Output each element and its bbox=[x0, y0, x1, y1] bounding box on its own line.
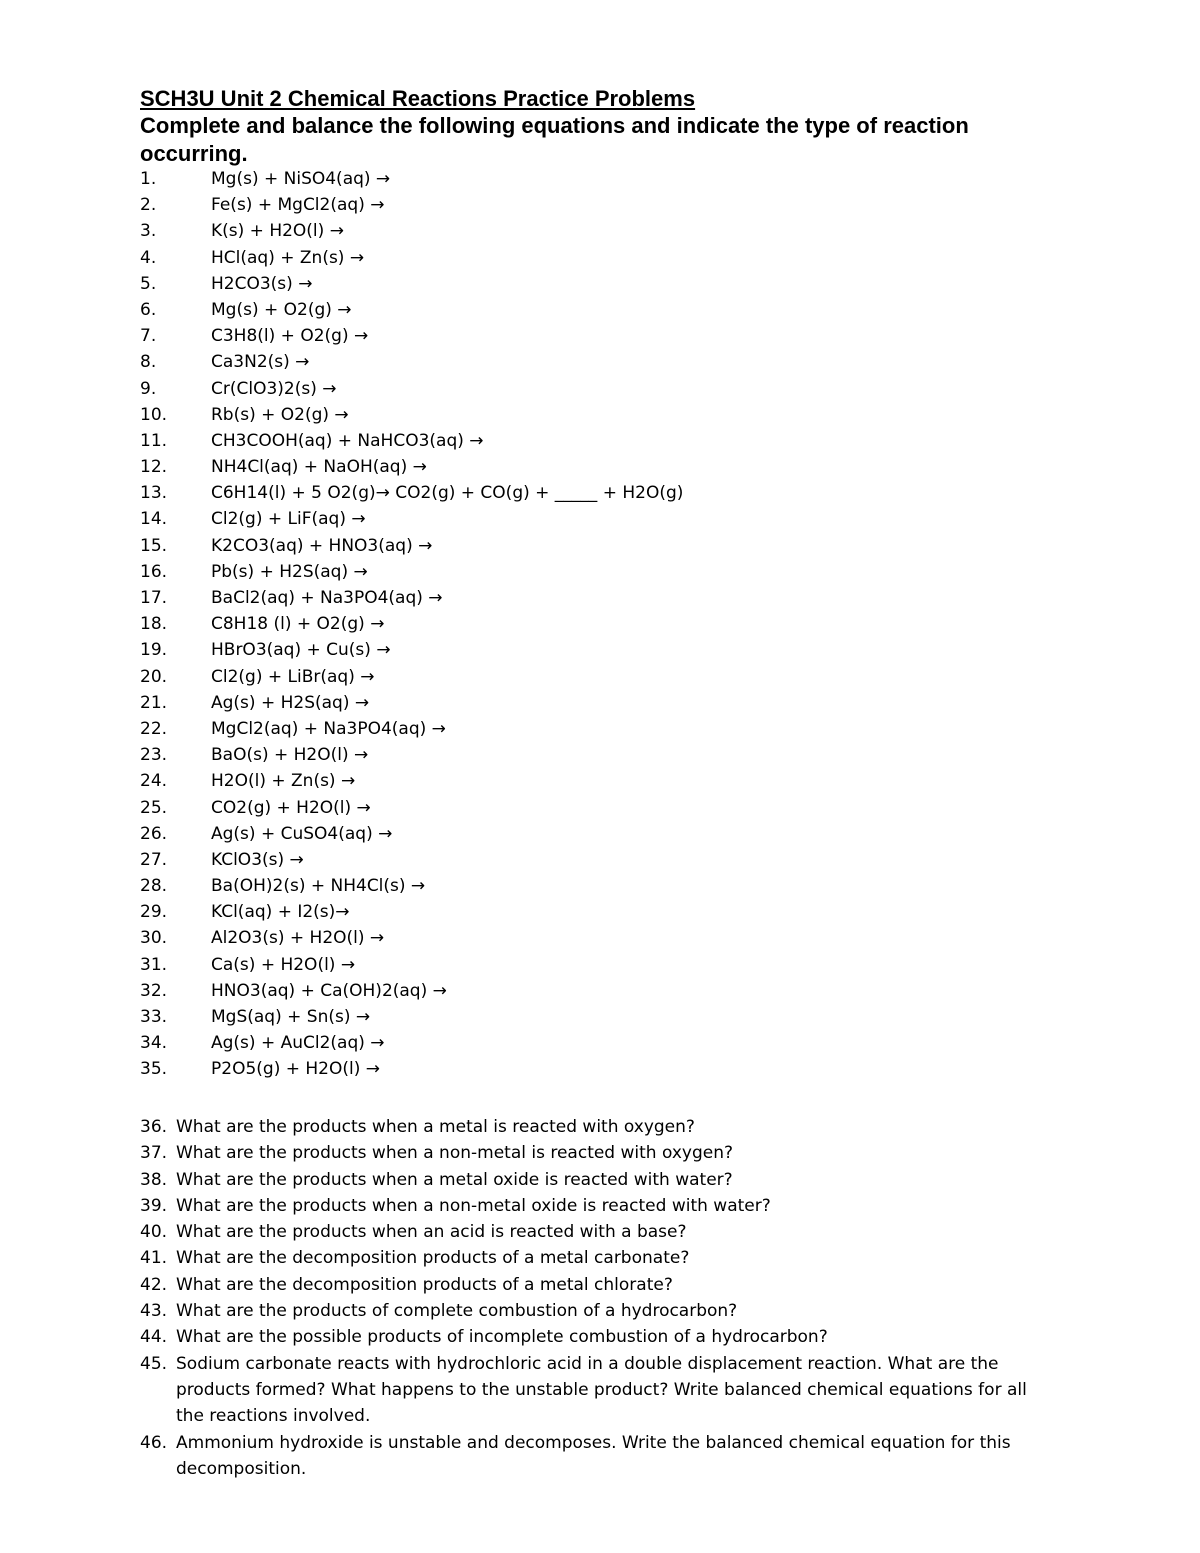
equation-text: Ag(s) + CuSO4(aq) → bbox=[211, 823, 393, 844]
equation-number: 8. bbox=[140, 352, 157, 373]
question-text: What are the products when a metal oxide is reacted with water? bbox=[176, 1169, 733, 1190]
equation-number: 6. bbox=[140, 299, 157, 320]
equation-text: H2O(l) + Zn(s) → bbox=[211, 771, 356, 792]
equation-number: 27. bbox=[140, 849, 168, 870]
equation-text: BaO(s) + H2O(l) → bbox=[211, 745, 369, 766]
equation-number: 24. bbox=[140, 771, 168, 792]
equation-text: K2CO3(aq) + HNO3(aq) → bbox=[211, 535, 433, 556]
equation-text: NH4Cl(aq) + NaOH(aq) → bbox=[211, 457, 427, 478]
question-number: 38. bbox=[140, 1169, 168, 1190]
equation-number: 33. bbox=[140, 1007, 168, 1027]
equation-item bbox=[140, 611, 1100, 637]
equation-item bbox=[140, 166, 1100, 192]
question-item bbox=[140, 1272, 1060, 1298]
question-list bbox=[140, 1114, 1060, 1482]
equation-text: BaCl2(aq) + Na3PO4(aq) → bbox=[211, 588, 443, 608]
equation-text: KCl(aq) + I2(s)→ bbox=[211, 902, 350, 923]
equation-text: Ca3N2(s) → bbox=[211, 352, 310, 373]
equation-item bbox=[140, 454, 1100, 480]
question-text: What are the products when a non-metal oxide is reacted with water? bbox=[176, 1195, 771, 1216]
equation-item bbox=[140, 637, 1100, 663]
equation-number: 11. bbox=[140, 430, 168, 451]
equation-item bbox=[140, 690, 1100, 716]
page-title: SCH3U Unit 2 Chemical Reactions Practice Problems bbox=[140, 86, 696, 111]
equation-item bbox=[140, 978, 1100, 1004]
equation-number: 30. bbox=[140, 928, 168, 949]
equation-text: Pb(s) + H2S(aq) → bbox=[211, 561, 368, 582]
equation-number: 13. bbox=[140, 483, 168, 504]
equation-text: Al2O3(s) + H2O(l) → bbox=[211, 928, 385, 949]
equation-item bbox=[140, 323, 1100, 349]
question-number: 39. bbox=[140, 1195, 168, 1216]
equation-item bbox=[140, 821, 1100, 847]
equation-text: Ag(s) + H2S(aq) → bbox=[211, 692, 370, 713]
equation-item bbox=[140, 349, 1100, 375]
equation-number: 4. bbox=[140, 247, 157, 268]
equation-number: 12. bbox=[140, 457, 168, 478]
equation-text: Ba(OH)2(s) + NH4Cl(s) → bbox=[211, 876, 426, 897]
equation-number: 3. bbox=[140, 221, 157, 242]
equation-number: 20. bbox=[140, 666, 168, 687]
equation-item bbox=[140, 768, 1100, 794]
equation-item bbox=[140, 245, 1100, 271]
question-text: What are the decomposition products of a metal carbonate? bbox=[176, 1248, 690, 1269]
equation-text: C6H14(l) + 5 O2(g)→ CO2(g) + CO(g) + _____ + H2O(g) bbox=[211, 483, 684, 504]
equation-number: 34. bbox=[140, 1033, 168, 1054]
question-number: 42. bbox=[140, 1274, 168, 1295]
equation-item bbox=[140, 506, 1100, 532]
question-number: 40. bbox=[140, 1222, 168, 1243]
equation-number: 2. bbox=[140, 195, 157, 216]
equation-number: 26. bbox=[140, 823, 168, 844]
equation-number: 10. bbox=[140, 404, 168, 425]
equation-item bbox=[140, 925, 1100, 951]
equation-number: 29. bbox=[140, 902, 168, 923]
equation-list bbox=[140, 166, 1100, 1083]
equation-number: 1. bbox=[140, 169, 157, 189]
equation-item bbox=[140, 218, 1100, 244]
equation-item bbox=[140, 1030, 1100, 1056]
question-text: What are the possible products of incomplete combustion of a hydrocarbon? bbox=[176, 1327, 828, 1348]
equation-text: HNO3(aq) + Ca(OH)2(aq) → bbox=[211, 980, 447, 1001]
equation-text: C3H8(l) + O2(g) → bbox=[211, 326, 369, 347]
equation-text: CH3COOH(aq) + NaHCO3(aq) → bbox=[211, 430, 484, 451]
question-text: What are the products when a non-metal is reacted with oxygen? bbox=[176, 1143, 734, 1164]
equation-item bbox=[140, 428, 1100, 454]
equation-number: 23. bbox=[140, 745, 168, 766]
equation-item bbox=[140, 742, 1100, 768]
equation-number: 21. bbox=[140, 692, 168, 713]
equation-text: HBrO3(aq) + Cu(s) → bbox=[211, 640, 391, 661]
equation-text: K(s) + H2O(l) → bbox=[211, 221, 344, 242]
equation-text: Mg(s) + O2(g) → bbox=[211, 299, 352, 320]
equation-number: 28. bbox=[140, 876, 168, 897]
equation-text: CO2(g) + H2O(l) → bbox=[211, 797, 371, 818]
equation-item bbox=[140, 585, 1100, 611]
equation-text: P2O5(g) + H2O(l) → bbox=[211, 1059, 380, 1080]
equation-number: 35. bbox=[140, 1059, 168, 1080]
question-number: 44. bbox=[140, 1327, 168, 1348]
equation-item bbox=[140, 1004, 1100, 1030]
equation-item bbox=[140, 271, 1100, 297]
equation-number: 25. bbox=[140, 797, 168, 818]
question-item bbox=[140, 1245, 1060, 1271]
equation-text: Mg(s) + NiSO4(aq) → bbox=[211, 169, 391, 189]
equation-item bbox=[140, 559, 1100, 585]
equation-item bbox=[140, 716, 1100, 742]
equation-item bbox=[140, 402, 1100, 428]
question-text: What are the decomposition products of a metal chlorate? bbox=[176, 1274, 673, 1295]
question-item bbox=[140, 1193, 1060, 1219]
question-text: What are the products when an acid is reacted with a base? bbox=[176, 1222, 687, 1243]
equation-number: 22. bbox=[140, 718, 168, 739]
equation-item bbox=[140, 480, 1100, 506]
equation-text: Cl2(g) + LiF(aq) → bbox=[211, 509, 366, 530]
question-item bbox=[140, 1114, 1060, 1140]
question-item bbox=[140, 1298, 1060, 1324]
question-item bbox=[140, 1351, 1060, 1430]
equation-item bbox=[140, 873, 1100, 899]
question-number: 43. bbox=[140, 1301, 168, 1322]
equation-text: Ca(s) + H2O(l) → bbox=[211, 954, 356, 975]
question-text: What are the products when a metal is reacted with oxygen? bbox=[176, 1117, 695, 1137]
equation-number: 7. bbox=[140, 326, 157, 347]
equation-item bbox=[140, 952, 1100, 978]
equation-number: 16. bbox=[140, 561, 168, 582]
question-number: 37. bbox=[140, 1143, 168, 1164]
question-number: 46. bbox=[140, 1432, 168, 1453]
equation-number: 32. bbox=[140, 980, 168, 1001]
equation-text: Ag(s) + AuCl2(aq) → bbox=[211, 1033, 385, 1054]
question-number: 36. bbox=[140, 1117, 168, 1137]
equation-text: H2CO3(s) → bbox=[211, 273, 313, 294]
question-item bbox=[140, 1430, 1060, 1483]
equation-item bbox=[140, 192, 1100, 218]
equation-text: Rb(s) + O2(g) → bbox=[211, 404, 349, 425]
equation-item bbox=[140, 376, 1100, 402]
equation-text: C8H18 (l) + O2(g) → bbox=[211, 614, 385, 635]
equation-number: 15. bbox=[140, 535, 168, 556]
equation-number: 14. bbox=[140, 509, 168, 530]
question-item bbox=[140, 1324, 1060, 1350]
equation-item bbox=[140, 795, 1100, 821]
equation-text: HCl(aq) + Zn(s) → bbox=[211, 247, 365, 268]
equation-number: 18. bbox=[140, 614, 168, 635]
equation-text: Fe(s) + MgCl2(aq) → bbox=[211, 195, 385, 216]
equation-number: 5. bbox=[140, 273, 157, 294]
question-number: 45. bbox=[140, 1353, 168, 1374]
equation-number: 9. bbox=[140, 378, 157, 399]
question-item bbox=[140, 1140, 1060, 1166]
question-number: 41. bbox=[140, 1248, 168, 1269]
equation-item bbox=[140, 533, 1100, 559]
question-text: Ammonium hydroxide is unstable and decomposes. Write the balanced chemical equation for this decomposition. bbox=[176, 1432, 1011, 1479]
instructions: Complete and balance the following equations and indicate the type of reaction occurring. bbox=[140, 113, 969, 166]
equation-item bbox=[140, 899, 1100, 925]
equation-item bbox=[140, 297, 1100, 323]
question-text: What are the products of complete combustion of a hydrocarbon? bbox=[176, 1301, 738, 1322]
equation-number: 31. bbox=[140, 954, 168, 975]
equation-text: Cr(ClO3)2(s) → bbox=[211, 378, 337, 399]
equation-text: Cl2(g) + LiBr(aq) → bbox=[211, 666, 375, 687]
equation-item bbox=[140, 1056, 1100, 1082]
equation-item bbox=[140, 664, 1100, 690]
equation-number: 17. bbox=[140, 588, 168, 608]
question-item bbox=[140, 1219, 1060, 1245]
equation-text: MgCl2(aq) + Na3PO4(aq) → bbox=[211, 718, 446, 739]
equation-item bbox=[140, 847, 1100, 873]
equation-text: KClO3(s) → bbox=[211, 849, 304, 870]
equation-number: 19. bbox=[140, 640, 168, 661]
question-text: Sodium carbonate reacts with hydrochloric acid in a double displacement reaction. What are the products formed? What happens to the unstable product? Write balanced chemical equations for all the reactions involved. bbox=[176, 1353, 1027, 1427]
question-item bbox=[140, 1167, 1060, 1193]
equation-text: MgS(aq) + Sn(s) → bbox=[211, 1007, 371, 1027]
